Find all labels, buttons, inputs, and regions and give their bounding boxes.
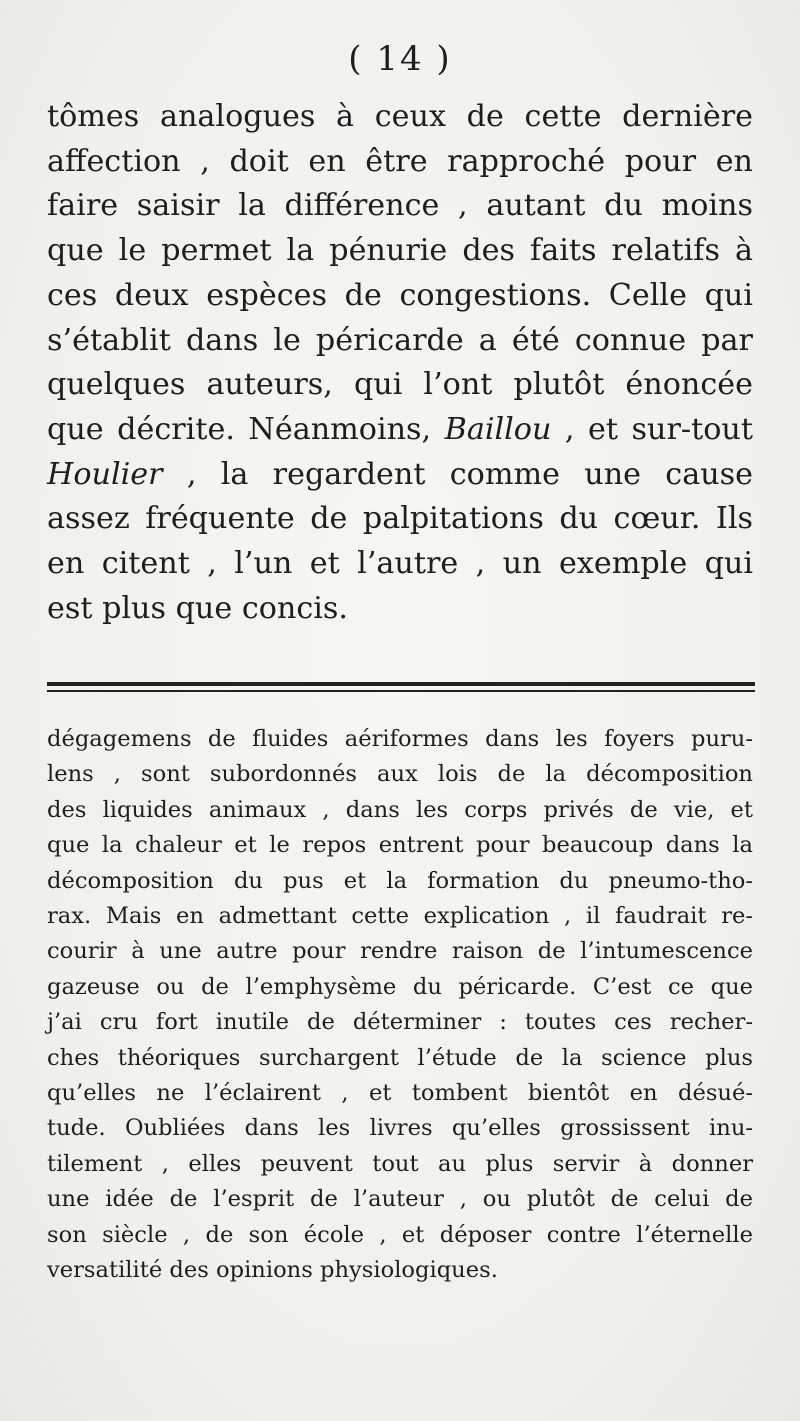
footnote-line: tude. Oubliées dans les livres qu’elles grossissent inu- xyxy=(47,1115,753,1142)
footnote-line: j’ai cru fort inutile de déterminer : toutes ces recher- xyxy=(47,1009,753,1036)
footnote-line: qu’elles ne l’éclairent , et tombent bientôt en désué- xyxy=(47,1080,753,1107)
page-number: ( 14 ) xyxy=(348,39,452,79)
footnote-line: versatilité des opinions physiologiques. xyxy=(47,1257,498,1284)
footnote-line: son siècle , de son école , et déposer contre l’éternelle xyxy=(47,1221,753,1248)
author-name-houlier: Houlier xyxy=(47,456,163,492)
footnote-text xyxy=(47,722,753,1289)
main-text-line: affection , doit en être rapproché pour en xyxy=(47,143,753,179)
main-text-line: faire saisir la différence , autant du moins xyxy=(47,188,753,224)
main-text-line xyxy=(47,453,753,498)
text-run: que décrite. Néanmoins, xyxy=(47,411,445,447)
footnote-line: décomposition du pus et la formation du pneumo-tho- xyxy=(47,867,753,894)
text-run: , et sur-tout xyxy=(551,411,753,447)
author-name-baillou: Baillou xyxy=(444,411,552,447)
main-text-line: ces deux espèces de congestions. Celle qui xyxy=(47,277,753,313)
main-text-line: est plus que concis. xyxy=(47,590,348,626)
footnote-line: une idée de l’esprit de l’auteur , ou plutôt de celui de xyxy=(47,1186,753,1213)
footnote-line: rax. Mais en admettant cette explication , il faudrait re- xyxy=(47,903,753,930)
footnote-line: ches théoriques surchargent l’étude de la science plus xyxy=(47,1044,753,1071)
main-text-line: assez fréquente de palpitations du cœur. Ils xyxy=(47,501,753,537)
main-paragraph xyxy=(47,95,753,631)
footnote-line: dégagemens de fluides aériformes dans les foyers puru- xyxy=(47,726,753,752)
text-run: , la regardent comme une cause xyxy=(162,456,753,492)
footnote-line: lens , sont subordonnés aux lois de la décomposition xyxy=(47,761,753,788)
footnote-line: tilement , elles peuvent tout au plus servir à donner xyxy=(47,1150,753,1177)
footnote-line: des liquides animaux , dans les corps privés de vie, et xyxy=(47,796,753,823)
footnote-separator-rule-thin xyxy=(47,690,755,692)
main-text-line: s’établit dans le péricarde a été connue par xyxy=(47,322,753,358)
footnote-line: que la chaleur et le repos entrent pour beaucoup dans la xyxy=(47,832,753,859)
main-text-line: que le permet la pénurie des faits relatifs à xyxy=(47,233,753,269)
footnote-separator-rule xyxy=(47,682,755,686)
main-text-line: quelques auteurs, qui l’ont plutôt énoncée xyxy=(47,367,753,403)
main-text-line xyxy=(47,408,753,453)
main-text-line: tômes analogues à ceux de cette dernière xyxy=(47,99,753,134)
footnote-line: courir à une autre pour rendre raison de l’intumescence xyxy=(47,938,753,965)
main-text-line: en citent , l’un et l’autre , un exemple qui xyxy=(47,546,753,582)
footnote-line: gazeuse ou de l’emphysème du péricarde. C’est ce que xyxy=(47,973,753,1000)
